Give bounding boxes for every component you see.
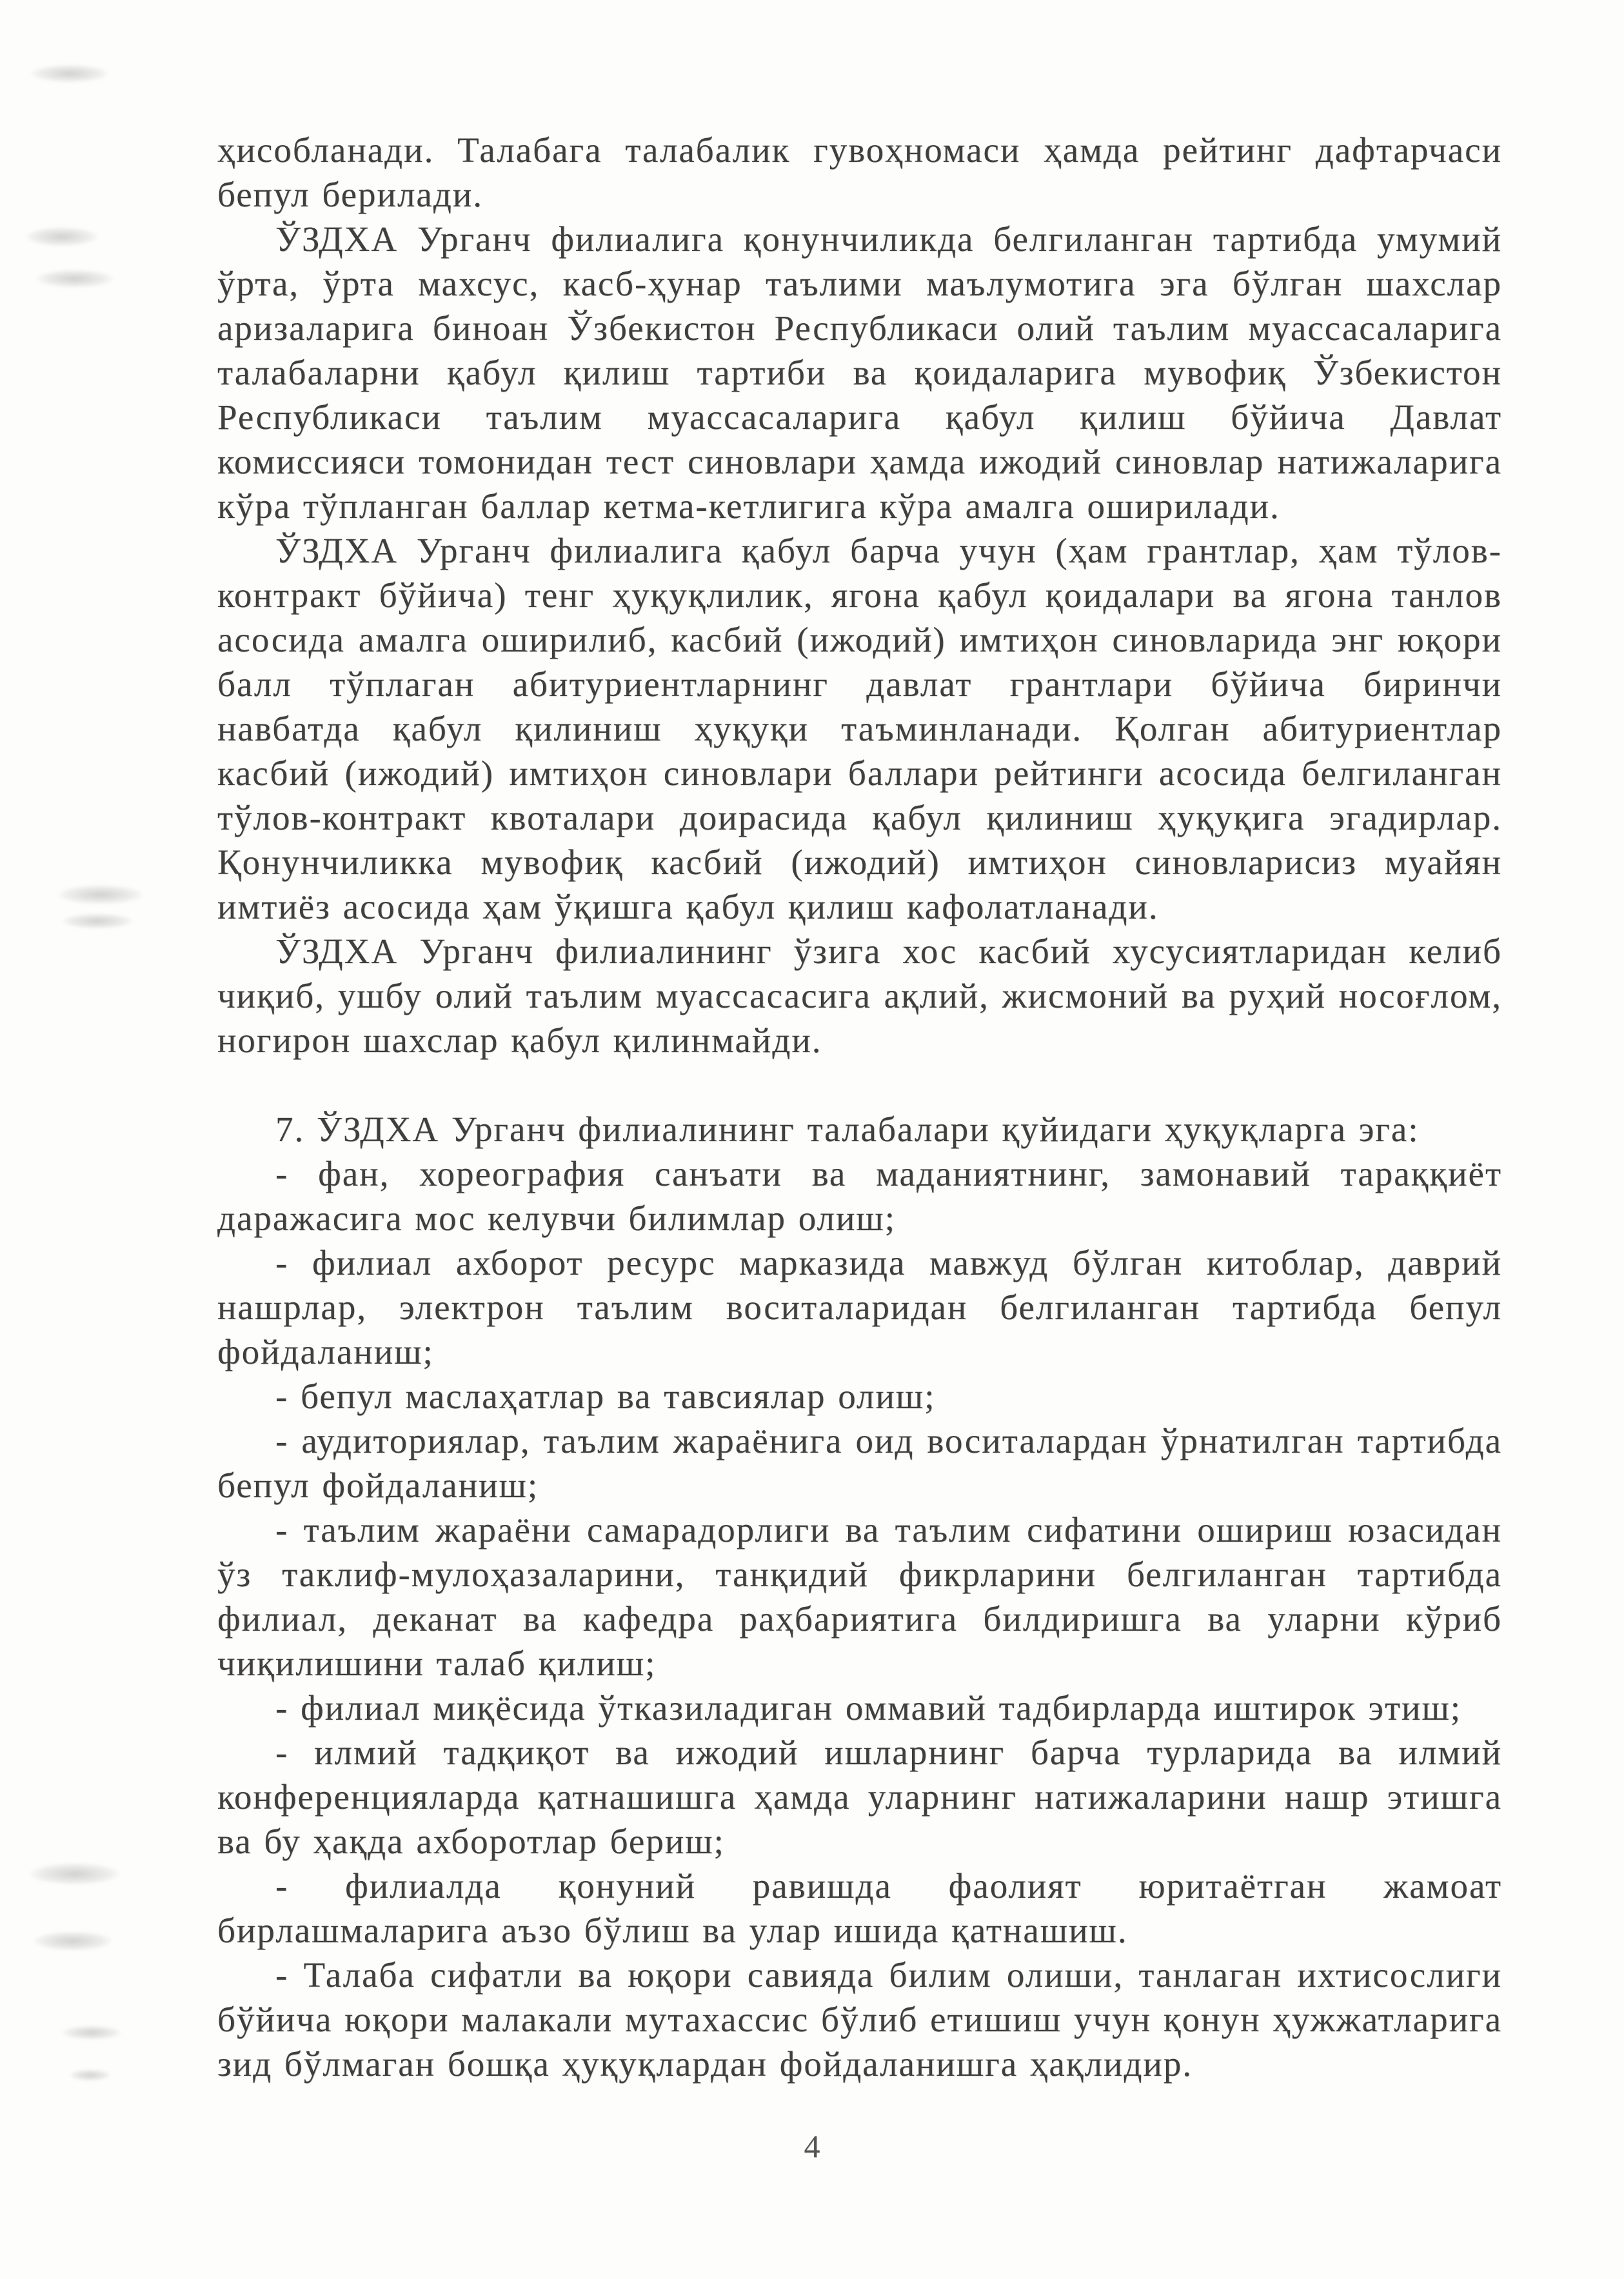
scan-smudge — [36, 270, 114, 288]
list-item-events: - филиал миқёсида ўтказиладиган оммавий тадбирларда иштирок этиш; — [275, 1688, 1462, 1727]
paragraph-continued: ҳисобланади. Талабага талабалик гувоҳномаси ҳамда рейтинг дафтарчаси бепул берилади. — [217, 130, 1502, 214]
scan-smudge — [34, 1931, 112, 1951]
paragraph-equal-rights: ЎЗДХА Урганч филиалига қабул барча учун (ҳам грантлар, ҳам тўлов-контракт бўйича) тенг ҳуқуқлилик, ягона қабул қоидалари ва ягона танлов асосида амалга оширилиб, касбий (ижодий) имтиҳон синовларида энг юқори балл тўплаган абитуриентларнинг давлат грантлари бўйича биринчи навбатда қабул қилиниш ҳуқуқи таъминланади. Қолган абитуриентлар касбий (ижодий) имтиҳон синовлари баллари рейтинги асосида белгиланган тўлов-контракт квоталари доирасида қабул қилиниш ҳуқуқига эгадирлар. Қонунчиликка мувофиқ касбий (ижодий) имтиҳон синовларисиз муайян имтиёз асосида ҳам ўқишга қабул қилиш кафолатланади. — [217, 531, 1502, 926]
list-item-associations: - филиалда қонуний равишда фаолият юритаётган жамоат бирлашмаларига аъзо бўлиш ва улар ишида қатнашиш. — [217, 1866, 1502, 1950]
list-item-other-rights: - Талаба сифатли ва юқори савияда билим олиши, танлаган ихтисослиги бўйича юқори малакали мутахассис бўлиб етишиш учун қонун ҳужжатларига зид бўлмаган бошқа ҳуқуқлардан фойдаланишга ҳақлидир. — [217, 1955, 1502, 2084]
list-item-library: - филиал ахборот ресурс марказида мавжуд бўлган китоблар, даврий нашрлар, электрон таълим воситаларидан белгиланган тартибда бепул фойдаланиш; — [217, 1243, 1502, 1371]
scan-smudge — [62, 2025, 121, 2040]
list-item-knowledge: - фан, хореография санъати ва маданиятнинг, замонавий тараққиёт даражасига мос келувчи билимлар олиш; — [217, 1154, 1502, 1238]
list-item-auditoriums: - аудиториялар, таълим жараёнига оид воситалардан ўрнатилган тартибда бепул фойдаланиш; — [217, 1421, 1502, 1505]
page-number: 4 — [804, 2128, 820, 2164]
scan-smudge — [70, 2069, 111, 2081]
scan-smudge — [62, 913, 133, 929]
list-item-proposals: - таълим жараёни самарадорлиги ва таълим сифатини ошириш юзасидан ўз таклиф-мулоҳазаларини, танқидий фикрларини белгиланган тартибда филиал, деканат ва кафедра раҳбариятига билдиришга ва уларни кўриб чиқилишини талаб қилиш; — [217, 1510, 1502, 1683]
section-heading-7: 7. ЎЗДХА Урганч филиалининг талабалари қуйидаги ҳуқуқларга эга: — [275, 1110, 1420, 1149]
paragraph-admission-order: ЎЗДХА Урганч филиалига қонунчиликда белгиланган тартибда умумий ўрта, ўрта махсус, касб-ҳунар таълими маълумотига эга бўлган шахслар аризаларига биноан Ўзбекистон Республикаси олий таълим муассасаларига талабаларни қабул қилиш тартиби ва қоидаларига мувофиқ Ўзбекистон Республикаси таълим муассасаларига қабул қилиш бўйича Давлат комиссияси томонидан тест синовлари ҳамда ижодий синовлар натижаларига кўра тўпланган баллар кетма-кетлигига кўра амалга оширилади. — [217, 219, 1502, 526]
paragraph-health-restrictions: ЎЗДХА Урганч филиалининг ўзига хос касбий хусусиятларидан келиб чиқиб, ушбу олий таълим муассасасига ақлий, жисмоний ва руҳий носоғлом, ногирон шахслар қабул қилинмайди. — [217, 931, 1502, 1060]
scan-smudge — [30, 1863, 120, 1885]
list-item-research: - илмий тадқиқот ва ижодий ишларнинг барча турларида ва илмий конференцияларда қатнашишга ҳамда уларнинг натижаларини нашр этишга ва бу ҳақда ахборотлар бериш; — [217, 1733, 1502, 1861]
scan-smudge — [26, 227, 98, 246]
document-body — [217, 128, 1502, 2086]
list-item-consultations: - бепул маслаҳатлар ва тавсиялар олиш; — [275, 1377, 936, 1416]
scan-smudge — [31, 65, 108, 83]
scan-smudge — [58, 885, 143, 904]
